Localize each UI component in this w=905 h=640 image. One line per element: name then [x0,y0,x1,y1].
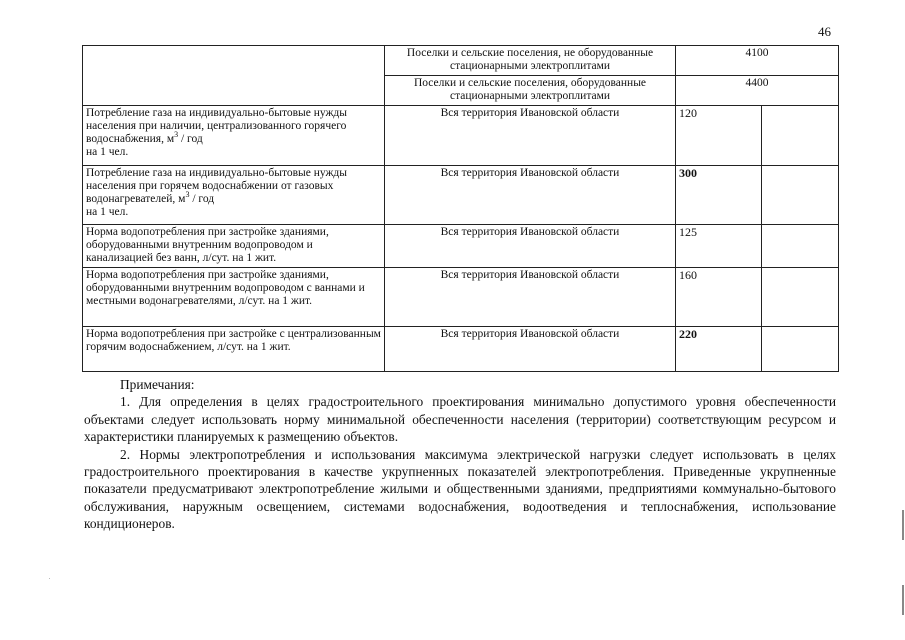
table-row [83,106,839,166]
territory-cell: Вся территория Ивановской области [385,268,676,327]
value-cell: 125 [676,225,762,268]
value-cell: 4100 [676,46,839,76]
description-cell: Норма водопотребления при застройке зданиями, оборудованными внутренним водопроводом с ваннами и местными водонагревателями, л/сут. на 1 жит. [83,268,385,327]
note-item: 1. Для определения в целях градостроительного проектирования минимально допустимого уровня обеспеченности объектами следует использовать норму минимальной обеспеченности населения (территории) соответствующим ресурсом и характеристики планируемых к размещению объектов. [84,394,836,445]
scan-edge-mark [902,510,904,540]
table-cell-empty [762,268,839,327]
table-cell-empty [762,327,839,372]
superscript-3: 3 [185,190,190,200]
scan-edge-mark [902,585,904,615]
territory-cell: Поселки и сельские поселения, оборудованные стационарными электроплитами [385,76,676,106]
superscript-3: 3 [174,130,179,140]
territory-cell: Поселки и сельские поселения, не оборудованные стационарными электроплитами [385,46,676,76]
description-cell: Норма водопотребления при застройке зданиями, оборудованными внутренним водопроводом и канализацией без ванн, л/сут. на 1 жит. [83,225,385,268]
value-cell: 220 [676,327,762,372]
territory-cell: Вся территория Ивановской области [385,106,676,166]
table-cell-empty [83,46,385,106]
description-cell: Потребление газа на индивидуально-бытовые нужды населения при наличии, централизованного горячего водоснабжения, $м^3$ / год на 1 чел. [83,106,385,166]
territory-cell: Вся территория Ивановской области [385,166,676,225]
value-cell: 4400 [676,76,839,106]
value-cell: 160 [676,268,762,327]
value-cell: 120 [676,106,762,166]
page-number: 46 [818,24,831,39]
description-cell: Потребление газа на индивидуально-бытовые нужды населения при горячем водоснабжении от газовых водонагревателей, $м^3$ / год на 1 чел. [83,166,385,225]
notes-section [84,376,836,533]
table-cell-empty [762,166,839,225]
territory-cell: Вся территория Ивановской области [385,225,676,268]
scan-artifact [49,578,50,579]
norms-table [82,45,839,372]
table-row [83,46,839,76]
table-row [83,327,839,372]
table-row [83,268,839,327]
notes-heading: Примечания: [120,377,195,392]
description-cell: Норма водопотребления при застройке с централизованным горячим водоснабжением, л/сут. на 1 жит. [83,327,385,372]
table-cell-empty [762,106,839,166]
table-row [83,166,839,225]
table-row [83,225,839,268]
note-item: 2. Нормы электропотребления и использования максимума электрической нагрузки следует использовать в целях градостроительного проектирования в качестве укрупненных показателей электропотребления. Приведенные укрупненные показатели предусматривают электропотребление жилыми и общественными зданиями, предприятиями коммунально-бытового обслуживания, наружным освещением, системами водоснабжения, водоотведения и теплоснабжения, использование кондиционеров. [84,446,836,532]
territory-cell: Вся территория Ивановской области [385,327,676,372]
value-cell: 300 [676,166,762,225]
table-cell-empty [762,225,839,268]
